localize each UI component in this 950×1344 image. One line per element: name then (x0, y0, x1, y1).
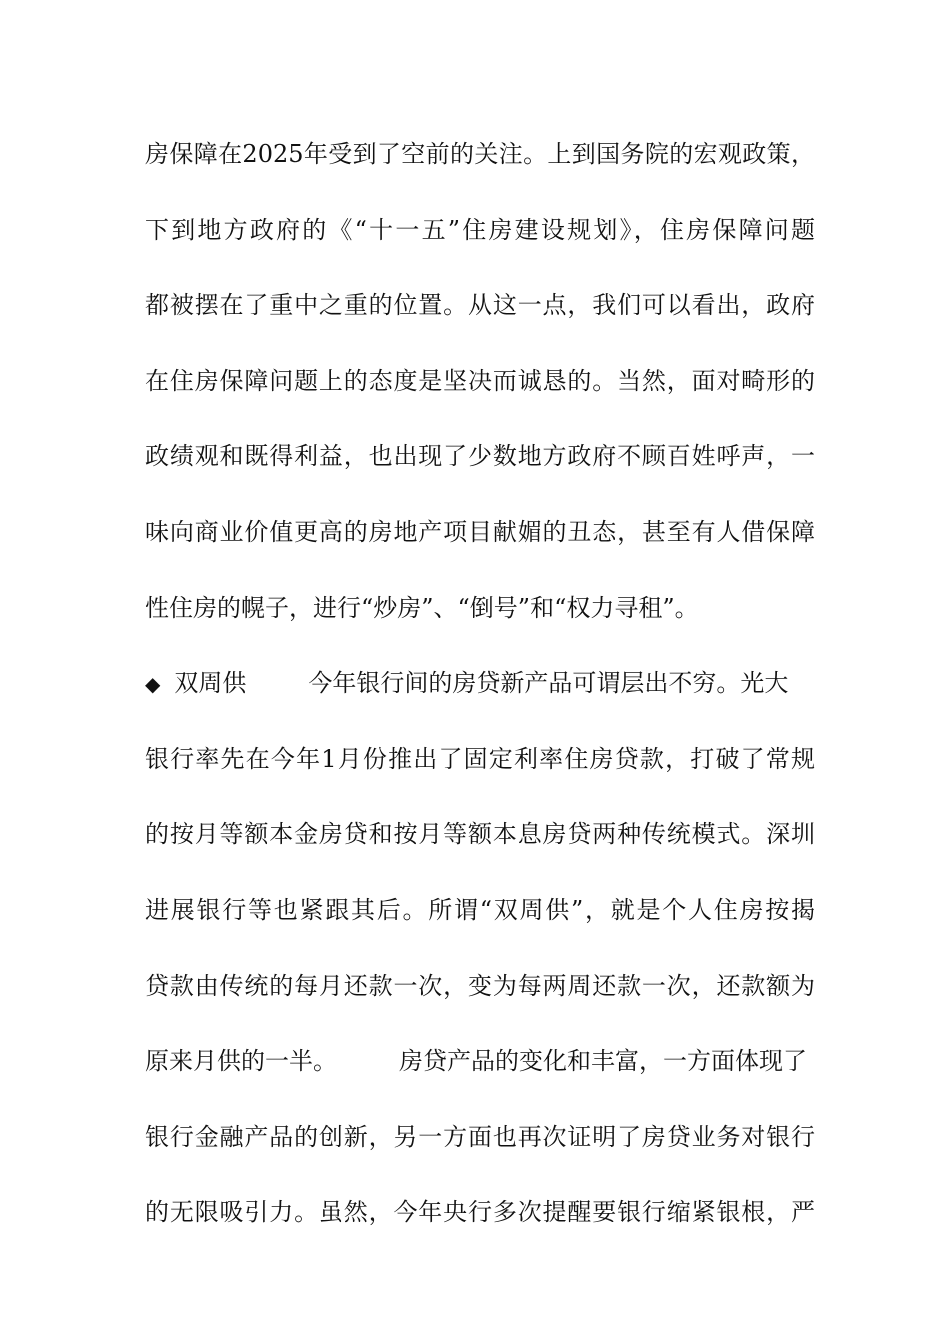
section-first-line: 今年银行间的房贷新产品可谓层出不穷。光大 (308, 669, 789, 698)
text-line: 味向商业价值更高的房地产项目献媚的丑态，甚至有人借保障 (145, 517, 815, 546)
text-line: 银行率先在今年1月份推出了固定利率住房贷款，打破了常规 (145, 744, 815, 773)
text-line: 贷款由传统的每月还款一次，变为每两周还款一次，还款额为 (145, 971, 815, 1000)
text-line: 在住房保障问题上的态度是坚决而诚恳的。当然，面对畸形的 (145, 366, 815, 395)
paragraph-end: 原来月供的一半。 (145, 1047, 337, 1076)
paragraph-start: 房贷产品的变化和丰富，一方面体现了 (399, 1047, 807, 1076)
section-heading: 双周供 (174, 669, 247, 698)
text-line: 进展银行等也紧跟其后。所谓“双周供”，就是个人住房按揭 (145, 895, 815, 924)
body-text (145, 126, 815, 1260)
paragraph-break-line (145, 1033, 815, 1109)
text-line: 性住房的幌子，进行“炒房”、“倒号”和“权力寻租”。 (145, 593, 699, 622)
diamond-bullet-icon: ◆ (145, 672, 161, 697)
text-line: 的无限吸引力。虽然，今年央行多次提醒要银行缩紧银根，严 (145, 1198, 815, 1227)
text-line: 的按月等额本金房贷和按月等额本息房贷两种传统模式。深圳 (145, 820, 815, 849)
text-line: 银行金融产品的创新，另一方面也再次证明了房贷业务对银行 (145, 1122, 815, 1151)
text-line: 下到地方政府的《“十一五”住房建设规划》，住房保障问题 (145, 215, 815, 244)
section-heading-line (145, 655, 815, 731)
text-line: 政绩观和既得利益，也出现了少数地方政府不顾百姓呼声，一 (145, 442, 815, 471)
text-line: 都被摆在了重中之重的位置。从这一点，我们可以看出，政府 (145, 291, 815, 320)
text-line: 房保障在2025年受到了空前的关注。上到国务院的宏观政策， (145, 140, 815, 168)
